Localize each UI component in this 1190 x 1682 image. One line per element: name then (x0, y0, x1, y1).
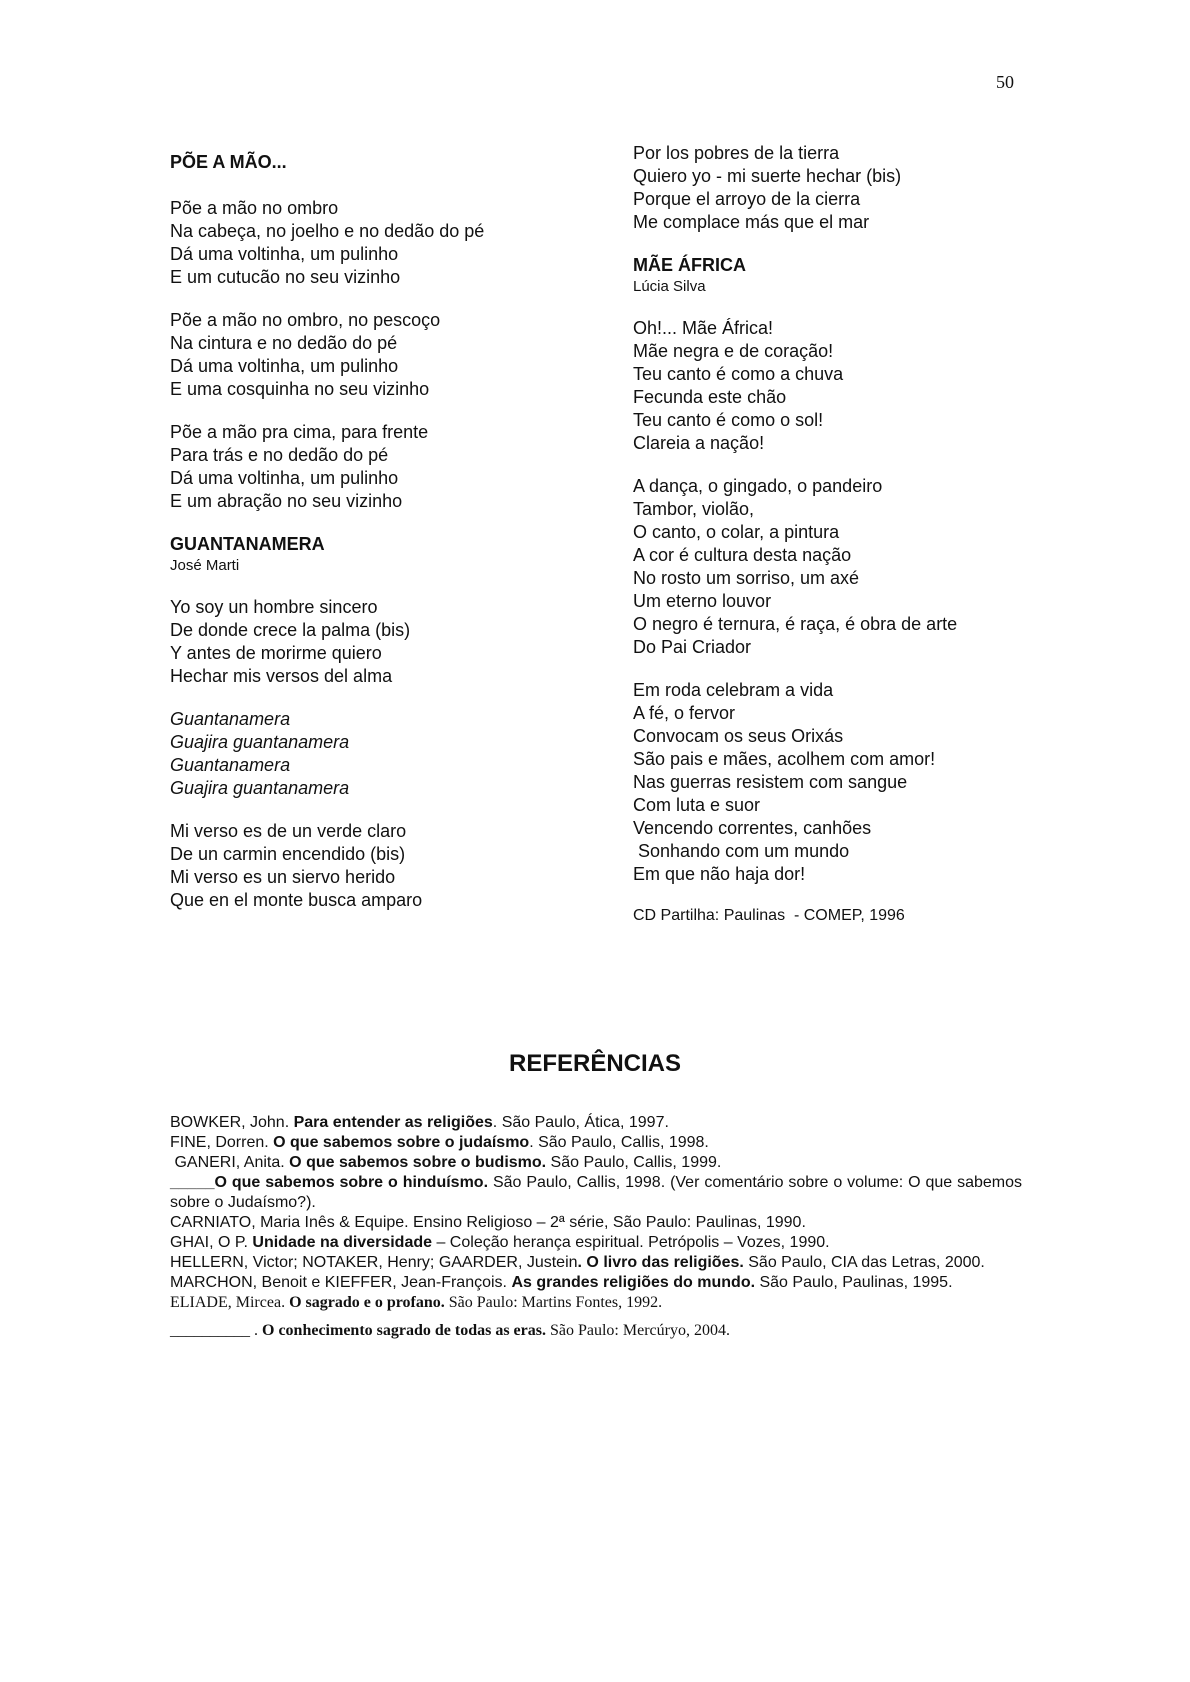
verse-line: No rosto um sorriso, um axé (633, 568, 860, 588)
verse-line: E um cutucão no seu vizinho (170, 267, 401, 287)
ref-author: HELLERN, Victor; NOTAKER, Henry; GAARDER, Justein (170, 1254, 578, 1271)
ref-author: ELIADE, Mircea. (170, 1294, 290, 1311)
verse (633, 317, 1073, 455)
reference-item (170, 1293, 1022, 1313)
verse-line: Oh!... Mãe África! (633, 318, 774, 338)
verse-line: Em roda celebram a vida (633, 680, 834, 700)
right-column (633, 142, 1073, 926)
verse-line: Guantanamera (170, 709, 291, 729)
verse-line: Sonhando com um mundo (633, 841, 850, 861)
reference-item (170, 1213, 1022, 1233)
verse-line: Põe a mão no ombro (170, 198, 339, 218)
verse-line: Guantanamera (170, 755, 291, 775)
verse-line: Quiero yo - mi suerte hechar (bis) (633, 166, 902, 186)
verse-line: Mi verso es de un verde claro (170, 821, 407, 841)
ref-title: O que sabemos sobre o judaísmo (273, 1134, 530, 1151)
ref-author: GHAI, O P. (170, 1234, 253, 1251)
verse-line: Fecunda este chão (633, 387, 787, 407)
verse-line: O negro é ternura, é raça, é obra de arte (633, 614, 958, 634)
page-number: 50 (996, 72, 1014, 92)
verse (170, 421, 600, 513)
verse-line: Mi verso es un siervo herido (170, 867, 396, 887)
verse-line: De un carmin encendido (bis) (170, 844, 406, 864)
verse-line: Hechar mis versos del alma (170, 666, 393, 686)
ref-publisher: São Paulo: Martins Fontes, 1992. (444, 1294, 663, 1311)
ref-title: _____O que sabemos sobre o hinduísmo. (170, 1174, 489, 1191)
song-title-mae-africa: MÃE ÁFRICA (633, 255, 746, 275)
ref-author: BOWKER, John. (170, 1114, 294, 1131)
verse-line: Na cabeça, no joelho e no dedão do pé (170, 221, 485, 241)
verse-line: Teu canto é como o sol! (633, 410, 824, 430)
verse-line: Na cintura e no dedão do pé (170, 333, 398, 353)
song-author: José Marti (170, 557, 240, 574)
ref-publisher: São Paulo: Mercúryo, 2004. (545, 1322, 730, 1339)
ref-title: Unidade na diversidade (252, 1234, 433, 1251)
verse-line: Põe a mão no ombro, no pescoço (170, 310, 441, 330)
verse-line: Me complace más que el mar (633, 212, 870, 232)
ref-publisher: São Paulo, CIA das Letras, 2000. (743, 1254, 985, 1271)
verse (170, 820, 600, 912)
verse-line: E um abração no seu vizinho (170, 491, 403, 511)
verse-line: Por los pobres de la tierra (633, 143, 840, 163)
reference-item (170, 1273, 1022, 1293)
verse-line: Convocam os seus Orixás (633, 726, 844, 746)
verse-line: Y antes de morirme quiero (170, 643, 382, 663)
references-list (170, 1113, 1022, 1341)
reference-item (170, 1133, 1022, 1153)
ref-author: FINE, Dorren. (170, 1134, 274, 1151)
song-title-guantanamera: GUANTANAMERA (170, 534, 325, 554)
ref-author: MARCHON, Benoit e KIEFFER, Jean-François. (170, 1274, 512, 1291)
verse-line: Yo soy un hombre sincero (170, 597, 378, 617)
verse-line: Dá uma voltinha, um pulinho (170, 244, 399, 264)
verse-line: Com luta e suor (633, 795, 761, 815)
ref-author: CARNIATO, Maria Inês & Equipe. Ensino Religioso – 2ª série, São Paulo: Paulinas, 1990. (170, 1214, 806, 1231)
verse-line: A dança, o gingado, o pandeiro (633, 476, 883, 496)
verse-line: Vencendo correntes, canhões (633, 818, 872, 838)
verse-line: O canto, o colar, a pintura (633, 522, 840, 542)
verse-line: A fé, o fervor (633, 703, 736, 723)
ref-title: As grandes religiões do mundo. (511, 1274, 756, 1291)
verse-line: Um eterno louvor (633, 591, 772, 611)
verse (633, 475, 1073, 659)
verse-line: Guajira guantanamera (170, 732, 350, 752)
song-author: Lúcia Silva (633, 278, 706, 295)
verse-line: Teu canto é como a chuva (633, 364, 844, 384)
ref-publisher: São Paulo, Paulinas, 1995. (755, 1274, 953, 1291)
song-title-poe-a-mao: PÕE A MÃO... (170, 152, 287, 172)
verse-line: Clareia a nação! (633, 433, 765, 453)
chorus (170, 708, 600, 800)
verse-line: Tambor, violão, (633, 499, 755, 519)
ref-publisher: . São Paulo, Ática, 1997. (492, 1114, 669, 1131)
verse-line: Para trás e no dedão do pé (170, 445, 389, 465)
verse-line: Nas guerras resistem com sangue (633, 772, 908, 792)
verse-line: Põe a mão pra cima, para frente (170, 422, 429, 442)
left-column (170, 151, 600, 912)
verse-line: A cor é cultura desta nação (633, 545, 852, 565)
ref-author: __________ . (170, 1322, 262, 1339)
ref-title: Para entender as religiões (293, 1114, 493, 1131)
reference-item (170, 1153, 1022, 1173)
ref-publisher: São Paulo, Callis, 1999. (546, 1154, 722, 1171)
ref-publisher: . São Paulo, Callis, 1998. (529, 1134, 709, 1151)
song-source: CD Partilha: Paulinas - COMEP, 1996 (633, 907, 905, 924)
ref-publisher: – Coleção herança espiritual. Petrópolis – Vozes, 1990. (432, 1234, 830, 1251)
reference-item (170, 1233, 1022, 1253)
reference-item (170, 1173, 1022, 1213)
ref-title: O que sabemos sobre o budismo. (289, 1154, 547, 1171)
reference-item (170, 1321, 1022, 1341)
ref-author: GANERI, Anita. (170, 1154, 290, 1171)
references-heading: REFERÊNCIAS (508, 1050, 682, 1077)
verse-line: Porque el arroyo de la cierra (633, 189, 861, 209)
verse-line: Em que não haja dor! (633, 864, 806, 884)
ref-title: O sagrado e o profano. (289, 1294, 445, 1311)
ref-title: O conhecimento sagrado de todas as eras. (262, 1322, 546, 1339)
verse-line: E uma cosquinha no seu vizinho (170, 379, 430, 399)
verse (633, 679, 1073, 886)
verse (633, 142, 1073, 234)
verse-line: Do Pai Criador (633, 637, 752, 657)
verse-line: Dá uma voltinha, um pulinho (170, 356, 399, 376)
verse-line: Que en el monte busca amparo (170, 890, 423, 910)
ref-title: . O livro das religiões. (577, 1254, 744, 1271)
verse-line: São pais e mães, acolhem com amor! (633, 749, 936, 769)
verse-line: Dá uma voltinha, um pulinho (170, 468, 399, 488)
reference-item (170, 1253, 1022, 1273)
verse-line: De donde crece la palma (bis) (170, 620, 411, 640)
verse (170, 197, 600, 289)
reference-item (170, 1113, 1022, 1133)
verse-line: Guajira guantanamera (170, 778, 350, 798)
verse (170, 309, 600, 401)
ref-publisher: São Paulo, Callis, 1998. (Ver comentário sobre o volume: O que sabemos sobre o Judaísmo?). (170, 1174, 1023, 1211)
verse-line: Mãe negra e de coração! (633, 341, 834, 361)
verse (170, 596, 600, 688)
